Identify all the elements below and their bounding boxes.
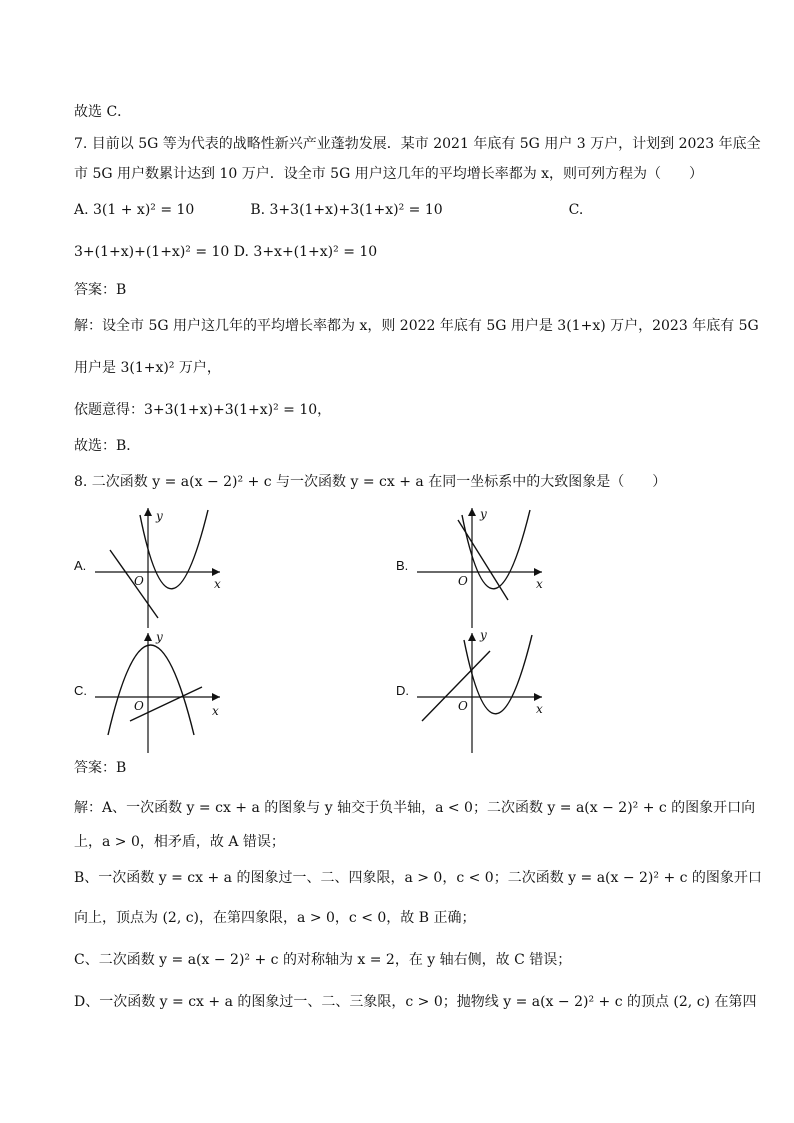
x-axis-label: x xyxy=(214,577,221,591)
origin-label: O xyxy=(458,574,468,588)
y-axis-label: y xyxy=(156,509,163,523)
solution-7-line-3: 依题意得：3+3(1+x)+3(1+x)² = 10， xyxy=(74,402,332,418)
origin-label: O xyxy=(134,699,144,713)
option-a-label: A. xyxy=(74,558,87,573)
x-axis-label: x xyxy=(212,704,219,718)
solution-8-line-3: B、一次函数 y = cx + a 的图象过一、二、四象限，a > 0，c < 0；二次函数 y = a(x − 2)² + c 的图象开口 xyxy=(74,870,762,886)
origin-label: O xyxy=(134,574,144,588)
solution-7-line-4: 故选：B． xyxy=(74,438,141,454)
graph-a xyxy=(90,500,230,634)
question-7-line-2: 市 5G 用户数累计达到 10 万户．设全市 5G 用户这几年的平均增长率都为 x，则可列方程为（ ） xyxy=(74,166,704,182)
y-axis-label: y xyxy=(156,630,163,644)
answer-7: 答案：B xyxy=(74,282,127,298)
option-b-label: B. xyxy=(396,558,409,573)
solution-8-line-1: 解：A、一次函数 y = cx + a 的图象与 y 轴交于负半轴，a < 0；二次函数 y = a(x − 2)² + c 的图象开口向 xyxy=(74,800,756,816)
graph-d xyxy=(412,625,552,759)
option-c-label: C. xyxy=(74,683,87,698)
x-axis-label: x xyxy=(536,577,543,591)
solution-8-line-6: D、一次函数 y = cx + a 的图象过一、二、三象限，c > 0；抛物线 y = a(x − 2)² + c 的顶点 (2, c) 在第四 xyxy=(74,994,757,1010)
answer-8: 答案：B xyxy=(74,760,127,776)
y-axis-label: y xyxy=(480,507,487,521)
question-7-options-1: A. 3(1 + x)² = 10 B. 3+3(1+x)+3(1+x)² = 10 C. xyxy=(74,202,584,218)
x-axis-label: x xyxy=(536,702,543,716)
graph-b xyxy=(412,500,552,634)
question-8: 8. 二次函数 y = a(x − 2)² + c 与一次函数 y = cx + a 在同一坐标系中的大致图象是（ ） xyxy=(74,474,667,490)
solution-7-line-2: 用户是 3(1+x)² 万户， xyxy=(74,360,221,376)
option-d-label: D. xyxy=(396,683,409,698)
solution-8-line-2: 上，a > 0，相矛盾，故 A 错误； xyxy=(74,834,285,850)
solution-8-line-4: 向上，顶点为 (2, c)，在第四象限，a > 0，c < 0，故 B 正确； xyxy=(74,910,476,926)
origin-label: O xyxy=(458,699,468,713)
text-line: 故选 C． xyxy=(74,104,132,120)
y-axis-label: y xyxy=(480,628,487,642)
question-7-line-1: 7. 目前以 5G 等为代表的战略性新兴产业蓬勃发展．某市 2021 年底有 5G 用户 3 万户，计划到 2023 年底全 xyxy=(74,136,761,152)
solution-7-line-1: 解：设全市 5G 用户这几年的平均增长率都为 x，则 2022 年底有 5G 用户是 3(1+x) 万户，2023 年底有 5G xyxy=(74,318,759,334)
question-7-options-2: 3+(1+x)+(1+x)² = 10 D. 3+x+(1+x)² = 10 xyxy=(74,244,378,260)
graph-c xyxy=(90,625,230,759)
solution-8-line-5: C、二次函数 y = a(x − 2)² + c 的对称轴为 x = 2，在 y 轴右侧，故 C 错误； xyxy=(74,952,572,968)
